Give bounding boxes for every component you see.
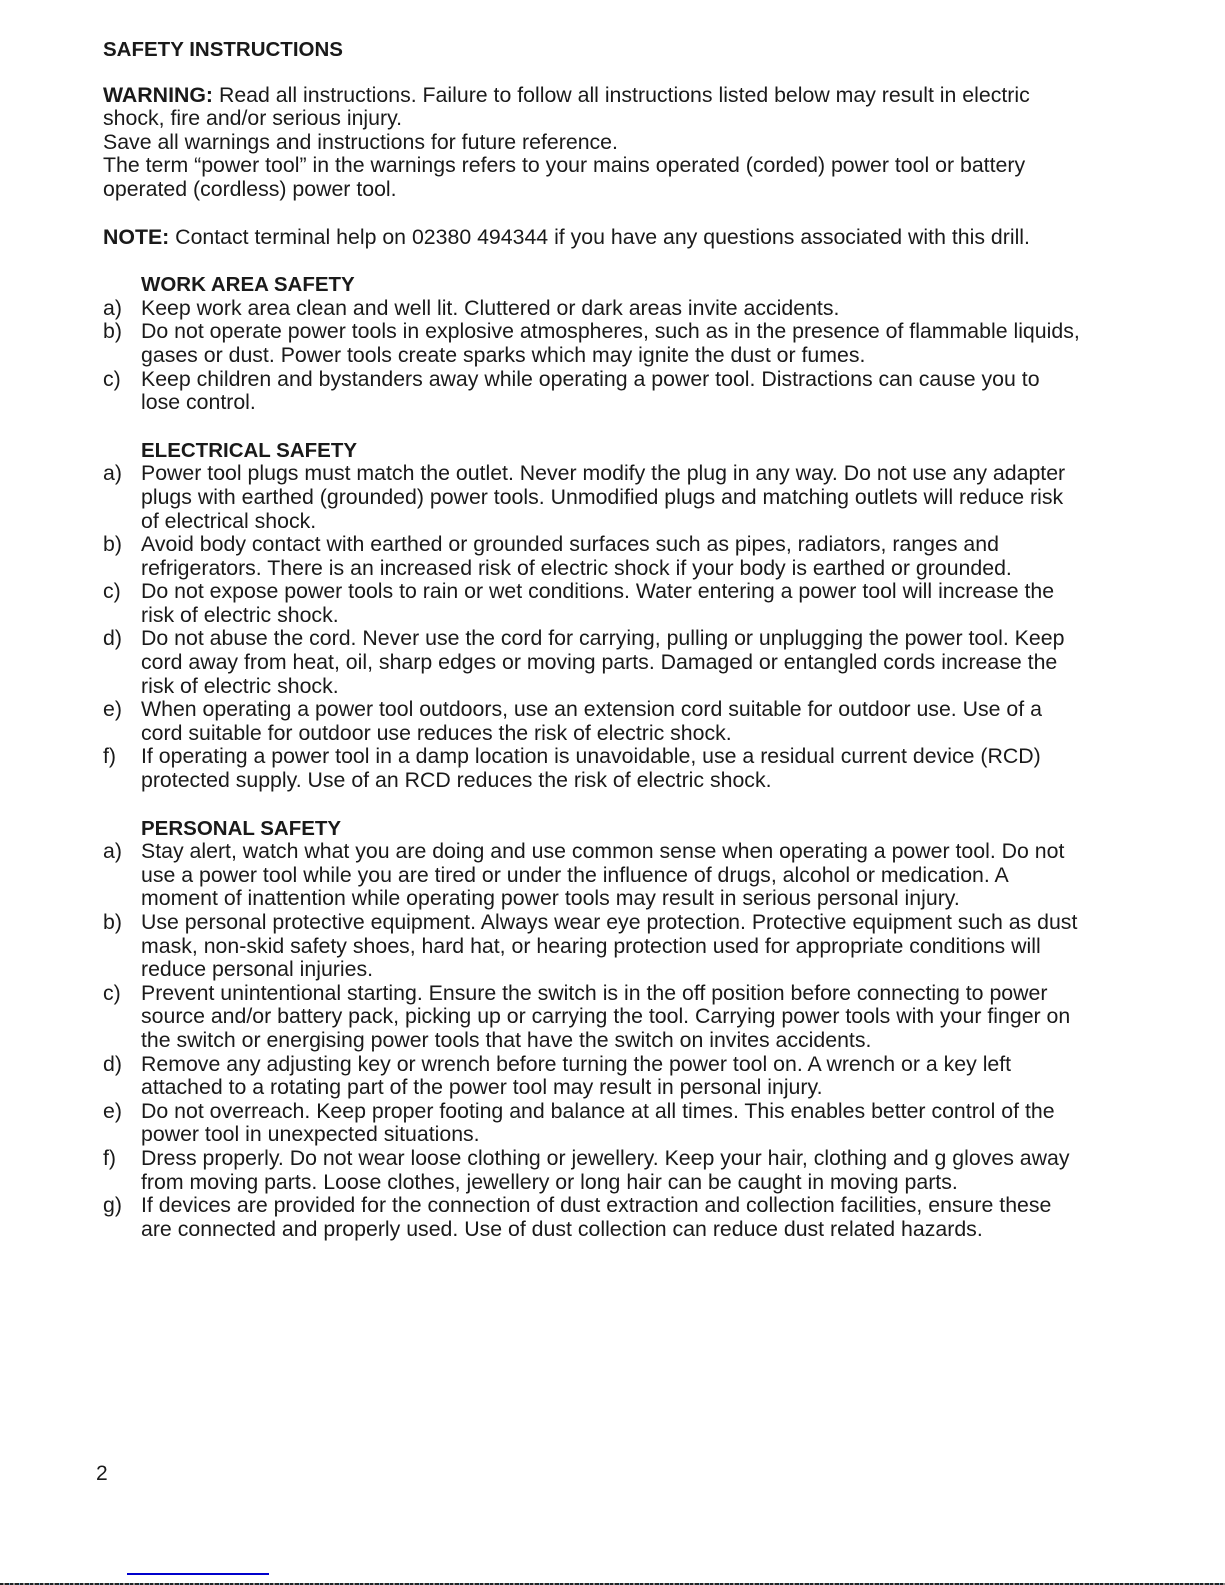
save-instructions: Save all warnings and instructions for future reference. (103, 129, 618, 154)
list-item-label: d) (103, 626, 122, 651)
list-item-text: Power tool plugs must match the outlet. Never modify the plug in any way. Do not use any adapter plugs with earthed (grounded) power tools. Unmodified plugs and matching outlets will reduce risk of electrical shock. (141, 461, 1066, 533)
list-item-label: e) (103, 1098, 122, 1123)
list-item (103, 1194, 1083, 1241)
list-item-text: Keep work area clean and well lit. Cluttered or dark areas invite accidents. (141, 295, 840, 320)
list-item (103, 698, 1083, 745)
list-item-text: When operating a power tool outdoors, use an extension cord suitable for outdoor use. Use of a cord suitable for outdoor use reduces the risk of electric shock. (141, 697, 1042, 745)
section-personal-safety (103, 817, 1083, 1242)
list-item-text: Avoid body contact with earthed or grounded surfaces such as pipes, radiators, ranges and refrigerators. There is an increased risk of electric shock if your body is earthed or grounded. (141, 532, 1012, 580)
page-title: SAFETY INSTRUCTIONS (103, 38, 343, 61)
list-item-label: a) (103, 839, 122, 864)
document-page (103, 38, 1083, 1241)
list-item-text: Use personal protective equipment. Always wear eye protection. Protective equipment such as dust mask, non-skid safety shoes, hard hat, or hearing protection used for appropriate conditions will reduce personal injuries. (141, 910, 1078, 982)
list-item (103, 533, 1083, 580)
section-heading: WORK AREA SAFETY (141, 273, 355, 297)
list-item (103, 297, 1083, 321)
list-item-label: f) (103, 744, 117, 769)
list-item (103, 462, 1083, 533)
list-item-label: f) (103, 1145, 117, 1170)
list-item-label: b) (103, 319, 122, 344)
list-item (103, 368, 1083, 415)
list-item-label: a) (103, 461, 122, 486)
list-item (103, 1147, 1083, 1194)
list-item-text: Do not overreach. Keep proper footing and balance at all times. This enables better control of the power tool in unexpected situations. (141, 1098, 1055, 1147)
list-item (103, 840, 1083, 911)
list-item-text: Do not expose power tools to rain or wet conditions. Water entering a power tool will increase the risk of electric shock. (141, 579, 1055, 627)
list-item-text: Dress properly. Do not wear loose clothing or jewellery. Keep your hair, clothing and g gloves away from moving parts. Loose clothes, jewellery or long hair can be caught in moving parts. (141, 1145, 1070, 1194)
link-underline[interactable] (127, 1573, 269, 1575)
list-item-label: a) (103, 295, 122, 320)
list-item-label: c) (103, 366, 121, 391)
note-block (103, 226, 1083, 250)
list-item-text: Keep children and bystanders away while operating a power tool. Distractions can cause you to lose control. (141, 366, 1040, 415)
note-text: Contact terminal help on 02380 494344 if you have any questions associated with this drill. (169, 224, 1030, 249)
safety-sections (103, 273, 1083, 1241)
list-item (103, 627, 1083, 698)
list-item (103, 911, 1083, 982)
warning-label: WARNING: (103, 82, 214, 107)
list-item-text: Prevent unintentional starting. Ensure the switch is in the off position before connecting to power source and/or battery pack, picking up or carrying the tool. Carrying power tools with your finger on the switch or energising power tools that have the switch on invites accidents. (141, 980, 1071, 1052)
list-item-text: Remove any adjusting key or wrench before turning the power tool on. A wrench or a key left attached to a rotating part of the power tool may result in personal injury. (141, 1051, 1012, 1100)
list-item-label: d) (103, 1051, 122, 1076)
section-work-area-safety (103, 273, 1083, 415)
list-item-label: b) (103, 910, 122, 934)
list-item (103, 745, 1083, 792)
list-item (103, 320, 1083, 367)
list-item-label: e) (103, 697, 122, 722)
section-heading: PERSONAL SAFETY (141, 816, 342, 840)
list-item (103, 1100, 1083, 1147)
list-item-text: Do not abuse the cord. Never use the cord for carrying, pulling or unplugging the power tool. Keep cord away from heat, oil, sharp edges or moving parts. Damaged or entangled cords increase the risk of electric shock. (141, 626, 1065, 698)
list-item-label: b) (103, 532, 122, 557)
list-item-text: Stay alert, watch what you are doing and use common sense when operating a power tool. Do not use a power tool while you are tired or under the influence of drugs, alcohol or medication. A moment of inattention while operating power tools may result in serious personal injury. (141, 839, 1065, 911)
power-tool-term: The term “power tool” in the warnings refers to your mains operated (corded) power tool or battery operated (cordless) power tool. (103, 153, 1026, 201)
list-item-text: If devices are provided for the connection of dust extraction and collection facilities, ensure these are connected and properly used. Use of dust collection can reduce dust related hazards. (141, 1193, 1052, 1241)
list-item (103, 982, 1083, 1053)
list-item (103, 580, 1083, 627)
list-item-label: g) (103, 1193, 122, 1218)
warning-paragraph (103, 84, 1083, 131)
section-electrical-safety (103, 439, 1083, 793)
list-item (103, 1053, 1083, 1100)
list-item-label: c) (103, 579, 121, 604)
warning-block (103, 84, 1083, 202)
page-number: 2 (96, 1462, 108, 1485)
list-item-text: If operating a power tool in a damp location is unavoidable, use a residual current device (RCD) protected supply. Use of an RCD reduces the risk of electric shock. (141, 744, 1041, 793)
note-label: NOTE: (103, 224, 170, 249)
list-item-text: Do not operate power tools in explosive atmospheres, such as in the presence of flammable liquids, gases or dust. Power tools create sparks which may ignite the dust or fumes. (141, 319, 1080, 367)
list-item-label: c) (103, 980, 121, 1005)
section-heading: ELECTRICAL SAFETY (141, 438, 358, 462)
warning-text: Read all instructions. Failure to follow all instructions listed below may result in electric shock, fire and/or serious injury. (103, 82, 1030, 131)
